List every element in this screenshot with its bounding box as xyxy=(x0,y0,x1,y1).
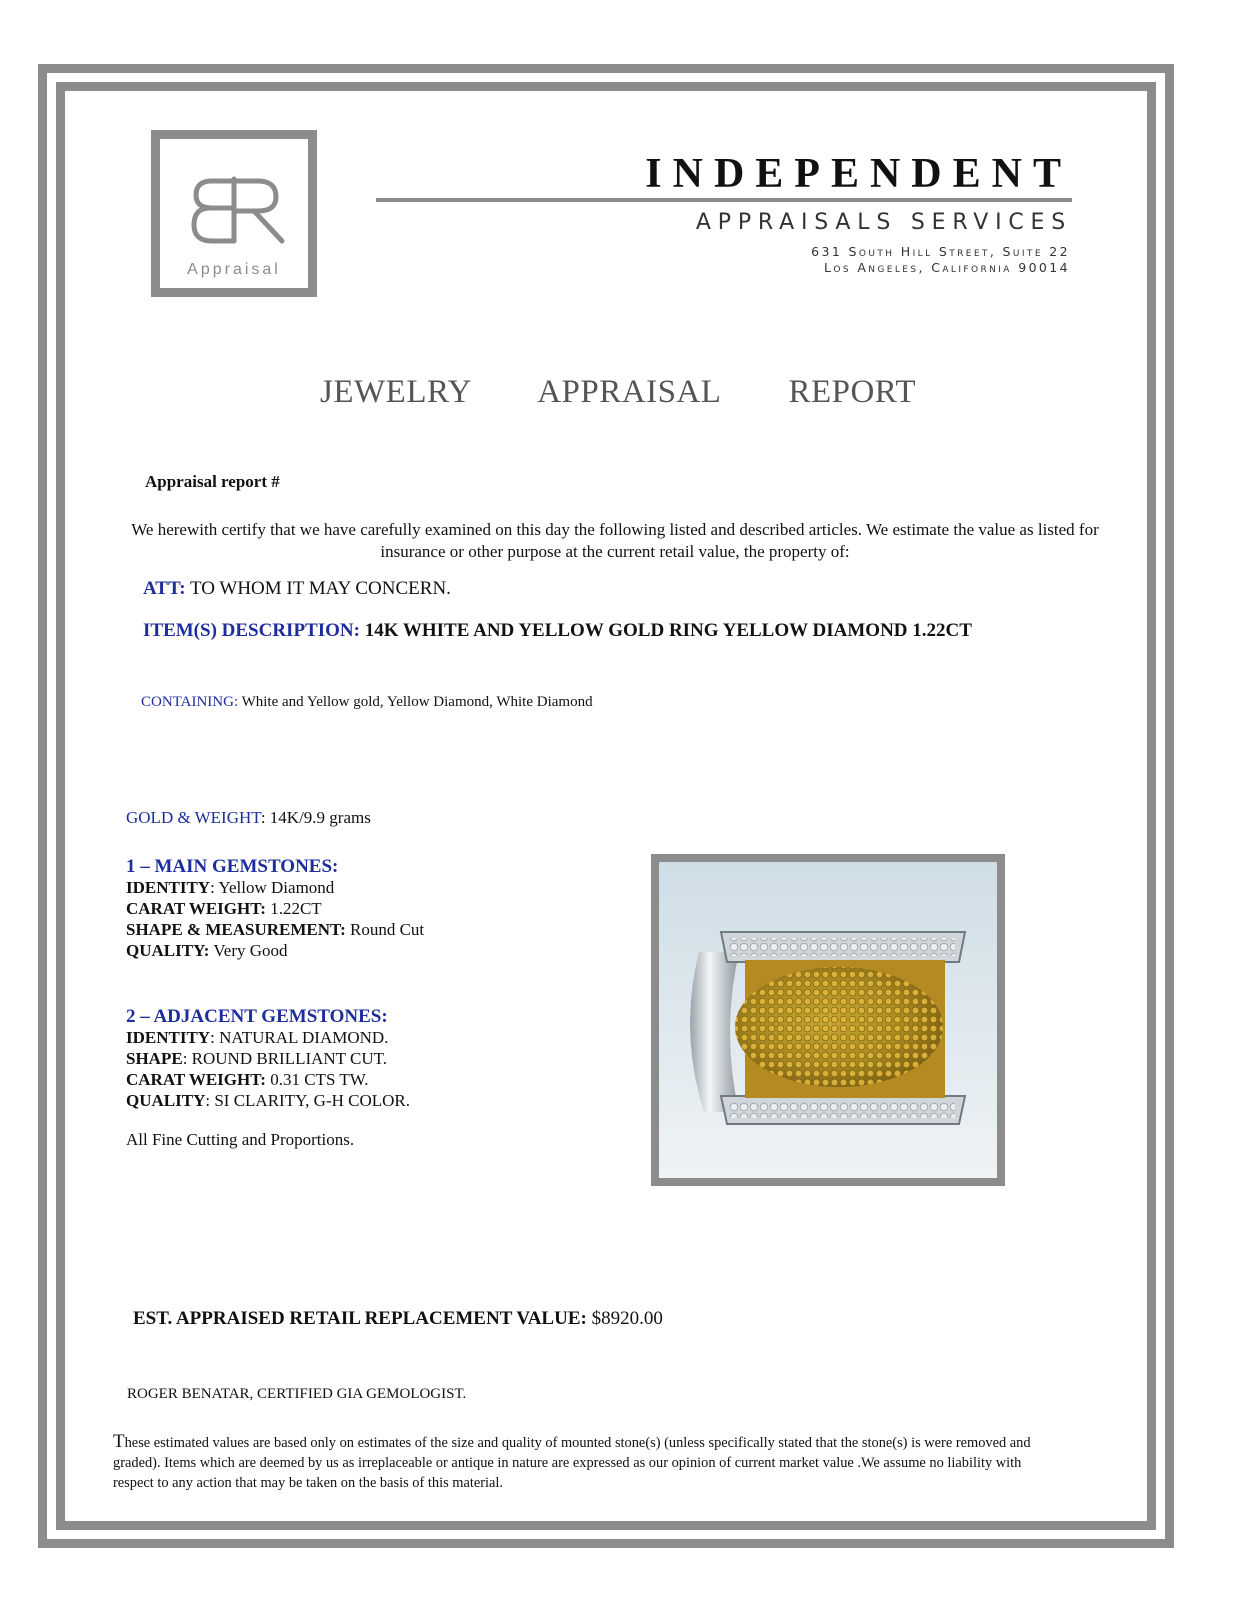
att-value: TO WHOM IT MAY CONCERN. xyxy=(190,578,451,599)
adjacent-quality: QUALITY: SI CLARITY, G-H COLOR. xyxy=(126,1091,410,1110)
main-identity: IDENTITY: Yellow Diamond xyxy=(126,878,335,897)
containing-label: CONTAINING: xyxy=(141,694,239,710)
certification-text: We herewith certify that we have carefully examined on this day the following listed and described articles. We estimate the value as listed for insurance or other purpose at the current retail value, the property of: xyxy=(131,520,1099,561)
ring-image xyxy=(659,862,997,1178)
fine-cutting-note: All Fine Cutting and Proportions. xyxy=(126,1130,355,1149)
report-title: JEWELRY APPRAISAL REPORT xyxy=(320,374,916,410)
adjacent-gemstones-section xyxy=(126,1006,410,1111)
main-gemstones-heading: 1 – MAIN GEMSTONES: xyxy=(126,856,339,877)
br-monogram-logo xyxy=(190,175,290,245)
att-line xyxy=(143,578,451,600)
estimated-value-label: EST. APPRAISED RETAIL REPLACEMENT VALUE: xyxy=(133,1308,587,1329)
main-carat-weight: CARAT WEIGHT: 1.22CT xyxy=(126,899,322,918)
appraisal-report-number: Appraisal report # xyxy=(145,472,280,491)
disclaimer-text: hese estimated values are based only on estimates of the size and quality of mounted stone(s) (unless specifically stated that the stone(s) is were removed and graded). Items which are deemed by us as irreplaceable or antique in nature are expressed as our opinion of current market value .We assume no liability with respect to any action that may be taken on the basis of this material. xyxy=(113,1435,1031,1491)
estimated-value-amount: $8920.00 xyxy=(591,1308,663,1329)
address-line-2: Los Angeles, California 90014 xyxy=(824,260,1070,275)
ring-photo xyxy=(651,854,1005,1186)
disclaimer-dropcap: T xyxy=(113,1431,125,1452)
company-subtitle: APPRAISALS SERVICES xyxy=(695,210,1072,235)
company-address xyxy=(811,244,1070,276)
logo-caption: Appraisal xyxy=(187,261,281,278)
item-value: 14K WHITE AND YELLOW GOLD RING YELLOW DIAMOND 1.22CT xyxy=(364,620,972,641)
disclaimer xyxy=(113,1432,1043,1493)
containing-line xyxy=(141,694,593,711)
header-rule xyxy=(376,198,1072,202)
address-line-1: 631 South Hill Street, Suite 22 xyxy=(811,244,1070,259)
main-gemstones-section xyxy=(126,856,424,961)
item-description xyxy=(143,620,972,642)
containing-value: White and Yellow gold, Yellow Diamond, White Diamond xyxy=(241,694,593,710)
company-name: INDEPENDENT xyxy=(645,151,1072,197)
gold-weight-value: : 14K/9.9 grams xyxy=(260,808,371,827)
adjacent-gemstones-heading: 2 – ADJACENT GEMSTONES: xyxy=(126,1006,388,1027)
adjacent-identity: IDENTITY: NATURAL DIAMOND. xyxy=(126,1028,389,1047)
gold-weight-label: GOLD & WEIGHT xyxy=(126,808,261,827)
company-logo xyxy=(151,130,317,297)
estimated-value-line xyxy=(133,1308,663,1330)
main-shape: SHAPE & MEASUREMENT: Round Cut xyxy=(126,920,425,939)
att-label: ATT: xyxy=(143,578,186,599)
adjacent-shape: SHAPE: ROUND BRILLIANT CUT. xyxy=(126,1049,387,1068)
adjacent-carat-weight: CARAT WEIGHT: 0.31 CTS TW. xyxy=(126,1070,369,1089)
item-label: ITEM(S) DESCRIPTION: xyxy=(143,620,360,641)
gemologist-signature: ROGER BENATAR, CERTIFIED GIA GEMOLOGIST. xyxy=(127,1386,467,1402)
gold-weight-line xyxy=(126,808,371,828)
main-quality: QUALITY: Very Good xyxy=(126,941,288,960)
